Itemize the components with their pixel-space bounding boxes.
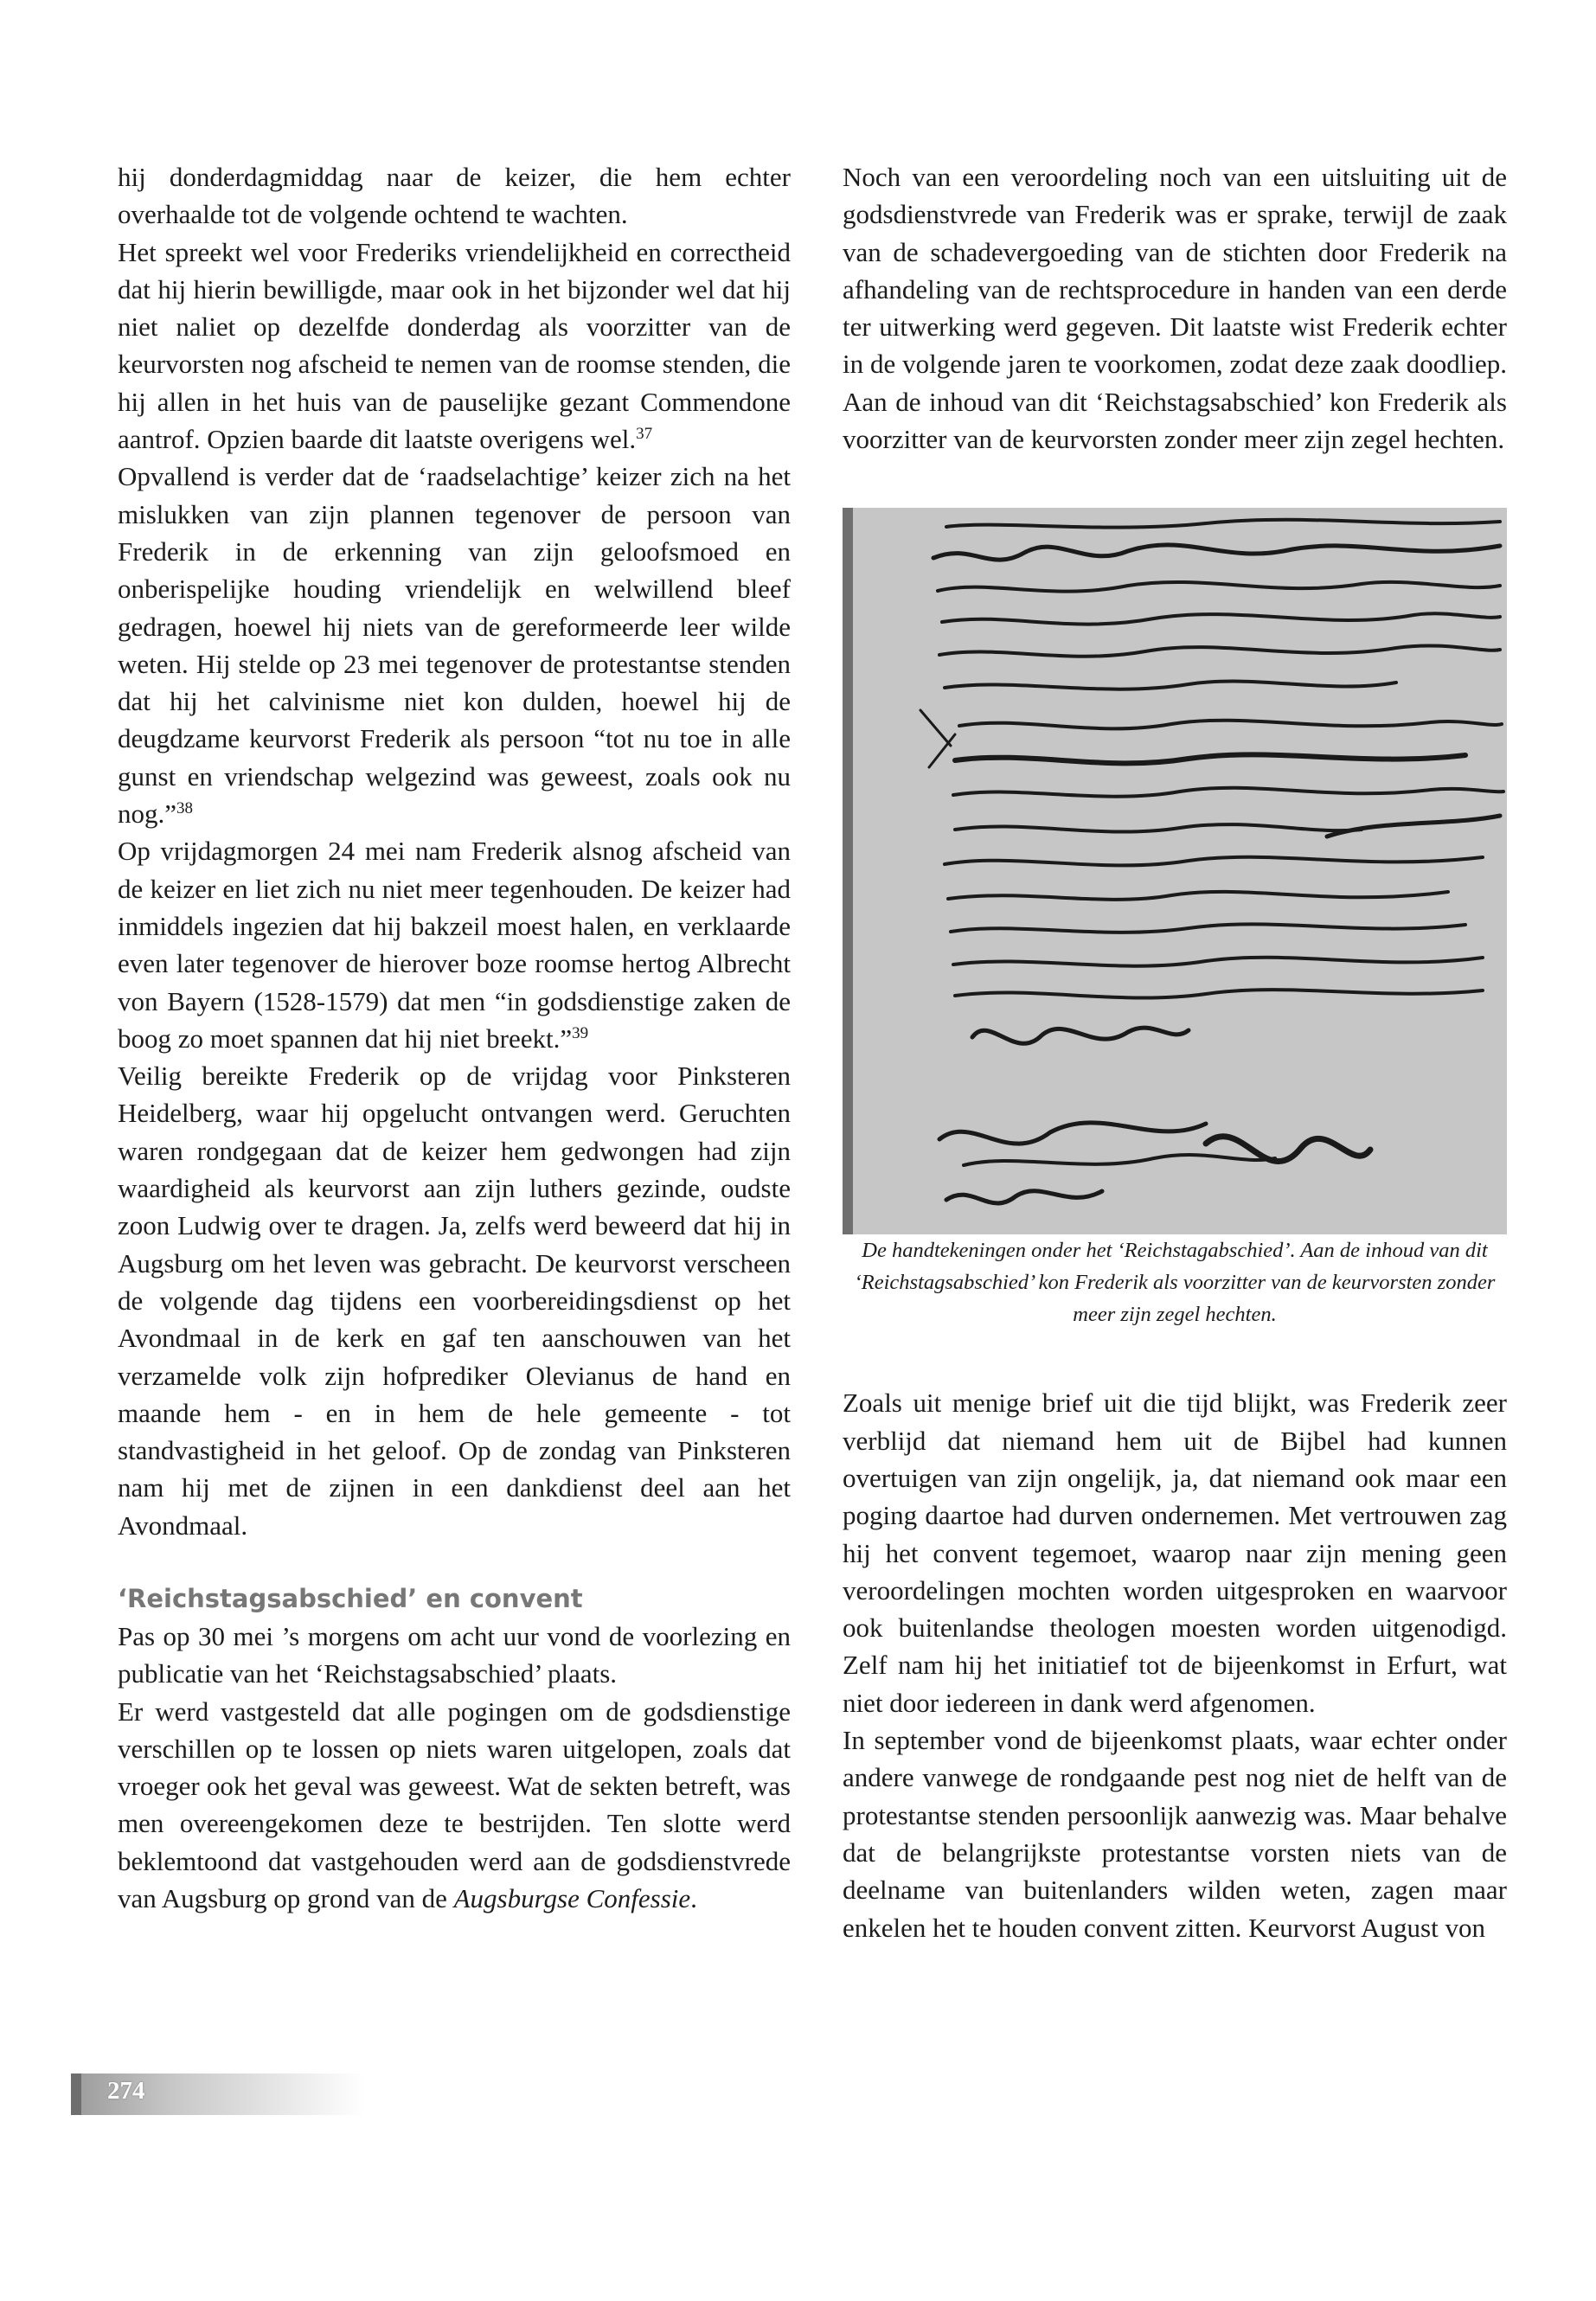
paragraph: Opvallend is verder dat de ‘raadselachtige’ keizer zich na het mislukken van zijn plannen tegenover de persoon van Frederik in de erkenning van zijn geloofsmoed en onberispelijke houding vriendelijk en welwillend bleef gedragen, hoewel hij niets van de gereformeerde leer wilde weten. Hij stelde op 23 mei tegenover de protestantse stenden dat hij het calvinisme niet kon dulden, hoewel hij de deugdzame keurvorst Frederik als persoon “tot nu toe in alle gunst en vriendschap welgezind was geweest, zoals ook nu nog.”$^{38}$	[118, 461, 791, 830]
figure-caption: De handtekeningen onder het ‘Reichstagabschied’. Aan de inhoud van dit ‘Reichstagsabschied’ kon Frederik als voorzitter van de keurvorsten zonder meer zijn zegel hechten.	[854, 1239, 1496, 1327]
paragraph: hij donderdagmiddag naar de keizer, die hem echter overhaalde tot de volgende ochtend te wachten.	[118, 162, 791, 230]
section-heading: ‘Reichstagsabschied’ en convent	[118, 1583, 583, 1613]
paragraph: Noch van een veroordeling noch van een uitsluiting uit de godsdienstvrede van Frederik was er sprake, terwijl de zaak van de schadevergoeding van de stichten door Frederik na afhandeling van de rechtsprocedure in handen van een derde ter uitwerking werd gegeven. Dit laatste wist Frederik echter in de volgende jaren te voorkomen, zodat deze zaak doodliep. Aan de inhoud van dit ‘Reichstagsabschied’ kon Frederik als voorzitter van de keurvorsten zonder meer zijn zegel hechten.	[843, 162, 1507, 455]
paragraph: In september vond de bijeenkomst plaats, waar echter onder andere vanwege de rondgaande pest nog niet de helft van de protestantse stenden persoonlijk aanwezig was. Maar behalve dat de belangrijkste protestantse vorsten niets van de deelname van buitenlanders wilden weten, zagen maar enkelen het te houden convent zitten. Keurvorst August von	[843, 1725, 1507, 1943]
footnote-ref: 39	[572, 1023, 589, 1042]
paragraph: Veilig bereikte Frederik op de vrijdag voor Pinksteren Heidelberg, waar hij opgelucht ontvangen werd. Geruchten waren rondgegaan dat de keizer hem gedwongen had zijn waardigheid als keurvorst aan zijn luthers gezinde, oudste zoon Ludwig over te dragen. Ja, zelfs werd beweerd dat hij in Augsburg om het leven was gebracht. De keurvorst verscheen de volgende dag tijdens een voorbereidingsdienst op het Avondmaal in de kerk en gaf ten aanschouwen van het verzamelde volk zijn hofprediker Olevianus de hand en maande hem - en in hem de hele gemeente - tot standvastigheid in het geloof. Op de zondag van Pinksteren nam hij met de zijnen in een dankdienst deel aan het Avondmaal.	[118, 1061, 791, 1541]
paragraph: Op vrijdagmorgen 24 mei nam Frederik alsnog afscheid van de keizer en liet zich nu niet meer tegenhouden. De keizer had inmiddels ingezien dat hij bakzeil moest halen, en verklaarde even later tegenover de hierover boze roomse hertog Albrecht von Bayern (1528-1579) dat men “in godsdienstige zaken de boog zo moet spannen dat hij niet breekt.”$^{39}$	[118, 836, 791, 1054]
paragraph: Het spreekt wel voor Frederiks vriendelijkheid en correctheid dat hij hierin bewilligde, maar ook in het bijzonder wel dat hij niet naliet op dezelfde donderdag als voorzitter van de keurvorsten nog afscheid te nemen van de roomse stenden, die hij allen in het huis van de pauselijke gezant Commendone aantrof. Opzien baarde dit laatste overigens wel.$^{37}$	[118, 236, 791, 455]
footnote-ref: 38	[176, 799, 194, 818]
page-number: 274	[107, 2077, 145, 2105]
paragraph: Er werd vastgesteld dat alle pogingen om de godsdienstige verschillen op te lossen op niets waren uitgelopen, zoals dat vroeger ook het geval was geweest. Wat de sekten betreft, was men overeengekomen deze te bestrijden. Ten slotte werd beklemtoond dat vastgehouden werd aan de godsdienstvrede van Augsburg op grond van de Augsburgse Confessie.	[118, 1695, 791, 1914]
left-column	[118, 158, 791, 1917]
footnote-ref: 37	[636, 425, 653, 444]
page-footer	[71, 2073, 365, 2115]
footer-bar	[71, 2073, 81, 2115]
paragraph: Zoals uit menige brief uit die tijd blijkt, was Frederik zeer verblijd dat niemand hem uit de Bijbel had kunnen overtuigen van zijn ongelijk, ja, dat niemand ook maar een poging daartoe had durven ondernemen. Met vertrouwen zag hij het convent tegemoet, waarop naar zijn mening geen veroordelingen mochten worden uitgesproken en waarvoor ook buitenlandse theologen moesten worden uitgenodigd. Zelf nam hij het initiatief tot de bijeenkomst in Erfurt, wat niet door iedereen in dank werd afgenomen.	[843, 1388, 1507, 1718]
right-column	[843, 158, 1507, 1946]
paragraph: Pas op 30 mei ’s morgens om acht uur vond de voorlezing en publicatie van het ‘Reichstagsabschied’ plaats.	[118, 1620, 791, 1689]
manuscript-signatures-image	[843, 508, 1507, 1234]
